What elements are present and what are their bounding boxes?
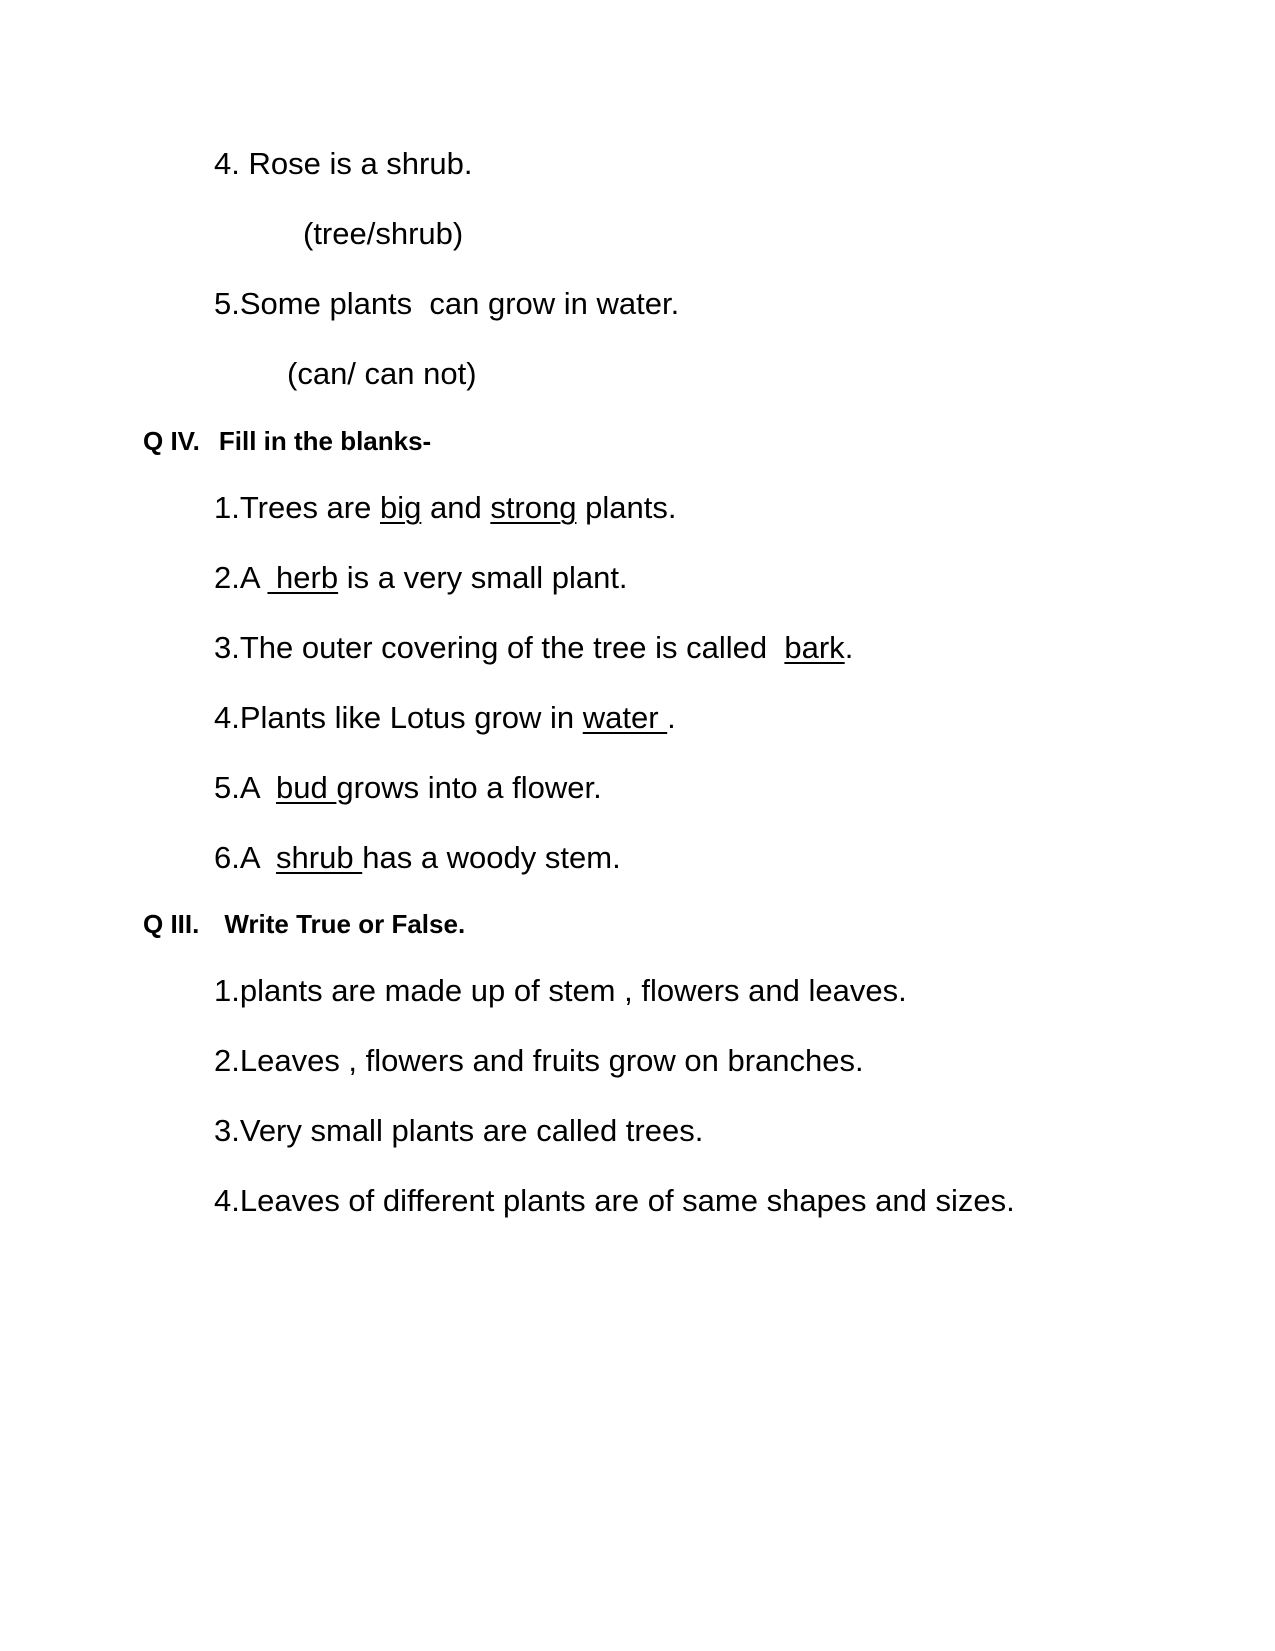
item-text: grows into a flower.: [336, 770, 602, 805]
item-text: 3.The outer covering of the tree is called: [214, 630, 785, 665]
heading-label: Q III.: [143, 909, 200, 939]
question-item: 5.Some plants can grow in water.: [214, 286, 680, 321]
section-heading-true-false: [143, 909, 465, 939]
fill-blank-item: [214, 560, 628, 596]
item-text: .: [667, 700, 676, 735]
item-text: .: [844, 630, 854, 665]
heading-label: Q IV.: [143, 426, 200, 456]
heading-text: Write True or False.: [224, 909, 466, 939]
blank-answer: bud: [276, 770, 337, 805]
item-text: 5.A: [214, 770, 277, 805]
blank-answer: herb: [267, 560, 339, 595]
item-text: has a woody stem.: [362, 840, 621, 875]
blank-answer: strong: [490, 490, 577, 525]
fill-blank-item: [214, 630, 853, 666]
heading-text: Fill in the blanks-: [218, 426, 432, 456]
question-item: 4. Rose is a shrub.: [214, 146, 473, 181]
item-text: plants.: [576, 490, 677, 525]
answer-options: (tree/shrub): [303, 216, 464, 251]
item-text: 4.Plants like Lotus grow in: [214, 700, 583, 735]
fill-blank-item: [214, 840, 621, 876]
true-false-item: 1.plants are made up of stem , flowers and leaves.: [214, 973, 907, 1008]
item-text: 6.A: [214, 840, 277, 875]
fill-blank-item: [214, 700, 676, 736]
blank-answer: shrub: [276, 840, 363, 875]
true-false-item: 4.Leaves of different plants are of same shapes and sizes.: [214, 1183, 1015, 1218]
blank-answer: big: [379, 490, 422, 525]
answer-options: (can/ can not): [287, 356, 477, 391]
blank-answer: water: [582, 700, 668, 735]
fill-blank-item: [214, 490, 676, 526]
item-text: 1.Trees are: [214, 490, 380, 525]
true-false-item: 3.Very small plants are called trees.: [214, 1113, 704, 1148]
item-text: is a very small plant.: [338, 560, 628, 595]
item-text: 2.A: [214, 560, 268, 595]
fill-blank-item: [214, 770, 602, 806]
true-false-item: 2.Leaves , flowers and fruits grow on branches.: [214, 1043, 864, 1078]
blank-answer: bark: [784, 630, 845, 665]
item-text: and: [421, 490, 491, 525]
section-heading-fill-blanks: [143, 426, 431, 456]
